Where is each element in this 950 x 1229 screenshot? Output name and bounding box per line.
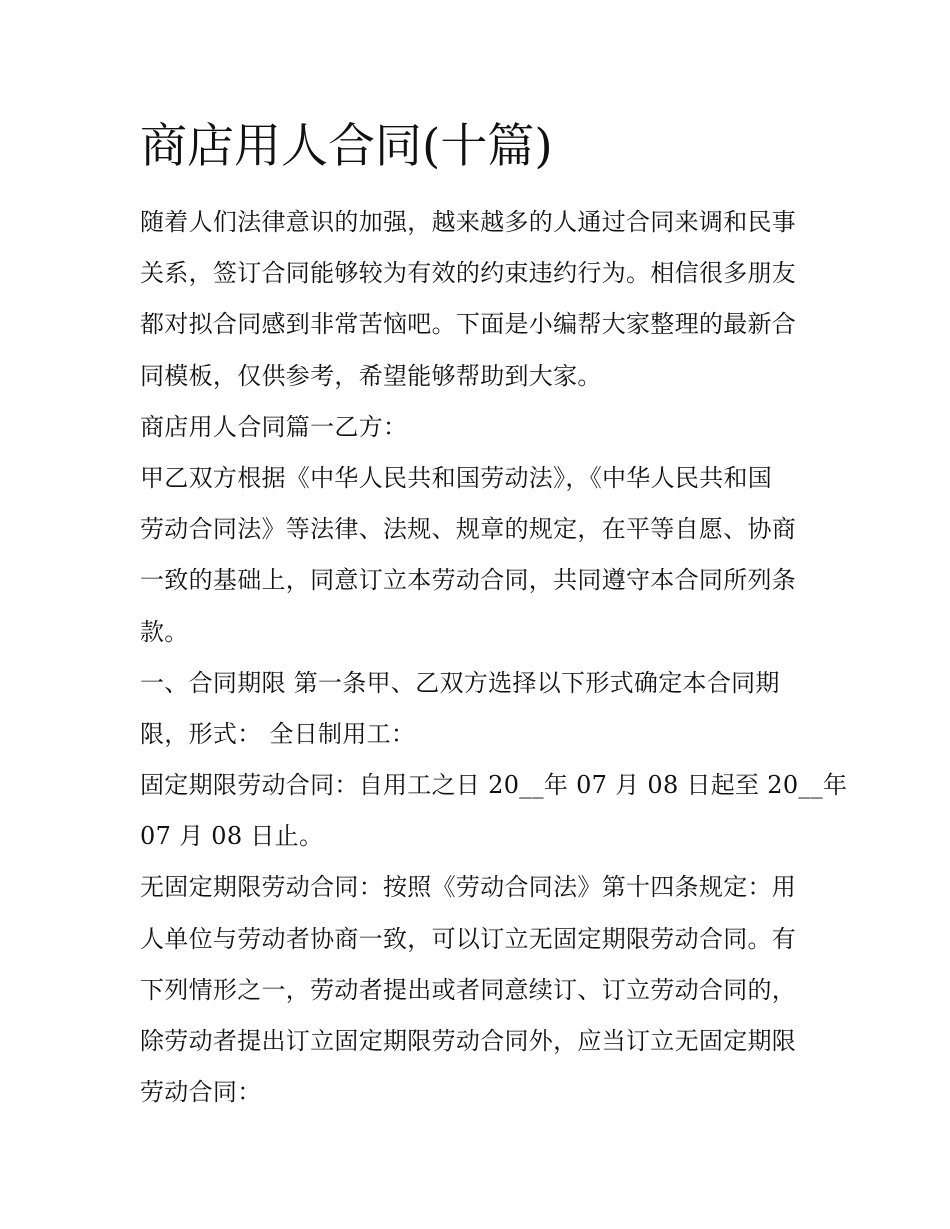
body-line: 劳动合同： — [140, 1078, 262, 1107]
body-line: 同模板，仅供参考，希望能够帮助到大家。 — [140, 361, 602, 390]
body-line: 甲乙双方根据《中华人民共和国劳动法》，《中华人民共和国 — [140, 463, 773, 492]
body-line: 限，形式： 全日制用工： — [140, 719, 416, 748]
body-line: 人单位与劳动者协商一致，可以订立无固定期限劳动合同。有 — [140, 924, 797, 953]
body-line: 关系，签订合同能够较为有效的约束违约行为。相信很多朋友 — [140, 259, 797, 288]
body-line: 无固定期限劳动合同：按照《劳动合同法》第十四条规定：用 — [140, 873, 797, 902]
body-line: 下列情形之一，劳动者提出或者同意续订、订立劳动合同的， — [140, 975, 797, 1004]
body-line: 都对拟合同感到非常苦恼吧。下面是小编帮大家整理的最新合 — [140, 310, 797, 339]
body-line: 07 月 08 日止。 — [140, 822, 324, 851]
body-line: 随着人们法律意识的加强，越来越多的人通过合同来调和民事 — [140, 208, 797, 236]
body-line: 一致的基础上，同意订立本劳动合同，共同遵守本合同所列条 — [140, 566, 797, 595]
body-line: 一、合同期限 第一条甲、乙双方选择以下形式确定本合同期 — [140, 668, 780, 697]
body-line: 除劳动者提出订立固定期限劳动合同外，应当订立无固定期限 — [140, 1027, 797, 1055]
body-line: 款。 — [140, 617, 189, 646]
document-title: 商店用人合同(十篇) — [140, 119, 553, 174]
body-line: 劳动合同法》等法律、法规、规章的规定，在平等自愿、协商 — [140, 515, 797, 544]
body-line: 固定期限劳动合同：自用工之日 20__年 07 月 08 日起至 20__年 — [140, 771, 848, 800]
document-body — [140, 197, 848, 1118]
section-heading: 商店用人合同篇一乙方： — [140, 412, 408, 441]
